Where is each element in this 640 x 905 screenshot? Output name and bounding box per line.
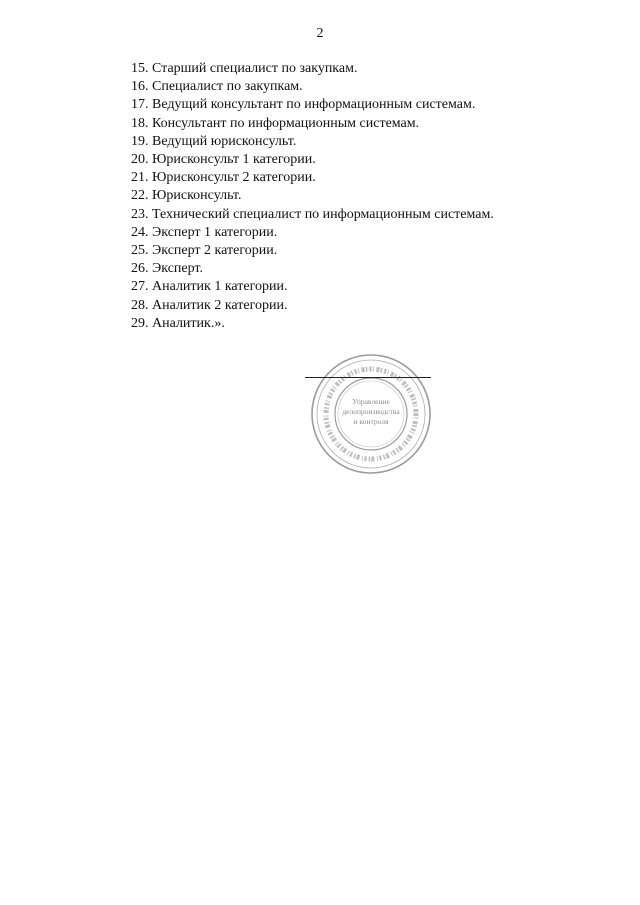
official-stamp bbox=[300, 348, 442, 478]
list-item: 18. Консультант по информационным системам. bbox=[131, 115, 420, 131]
position-list bbox=[131, 60, 494, 333]
stamp-center-line-1: Управление bbox=[352, 397, 390, 406]
stamp-signature-line bbox=[305, 377, 431, 378]
list-item: 19. Ведущий юрисконсульт. bbox=[131, 133, 297, 149]
list-item: 29. Аналитик.». bbox=[131, 315, 225, 331]
page-number: 2 bbox=[316, 26, 324, 41]
list-item: 25. Эксперт 2 категории. bbox=[131, 243, 278, 259]
list-item: 16. Специалист по закупкам. bbox=[131, 79, 303, 95]
list-item: 15. Старший специалист по закупкам. bbox=[131, 61, 358, 76]
list-item: 22. Юрисконсульт. bbox=[131, 188, 242, 204]
list-item: 27. Аналитик 1 категории. bbox=[131, 279, 288, 295]
list-item: 23. Технический специалист по информационным системам. bbox=[131, 206, 494, 222]
list-item: 20. Юрисконсульт 1 категории. bbox=[131, 152, 316, 168]
stamp-center-line-2: делопроизводства bbox=[342, 407, 400, 416]
stamp-center-line-3: и контроля bbox=[353, 417, 389, 426]
list-item: 17. Ведущий консультант по информационным системам. bbox=[131, 97, 476, 113]
stamp-seal-icon bbox=[300, 348, 442, 478]
list-item: 21. Юрисконсульт 2 категории. bbox=[131, 170, 316, 186]
list-item: 28. Аналитик 2 категории. bbox=[131, 297, 288, 313]
list-item: 26. Эксперт. bbox=[131, 261, 203, 277]
list-item: 24. Эксперт 1 категории. bbox=[131, 224, 278, 240]
